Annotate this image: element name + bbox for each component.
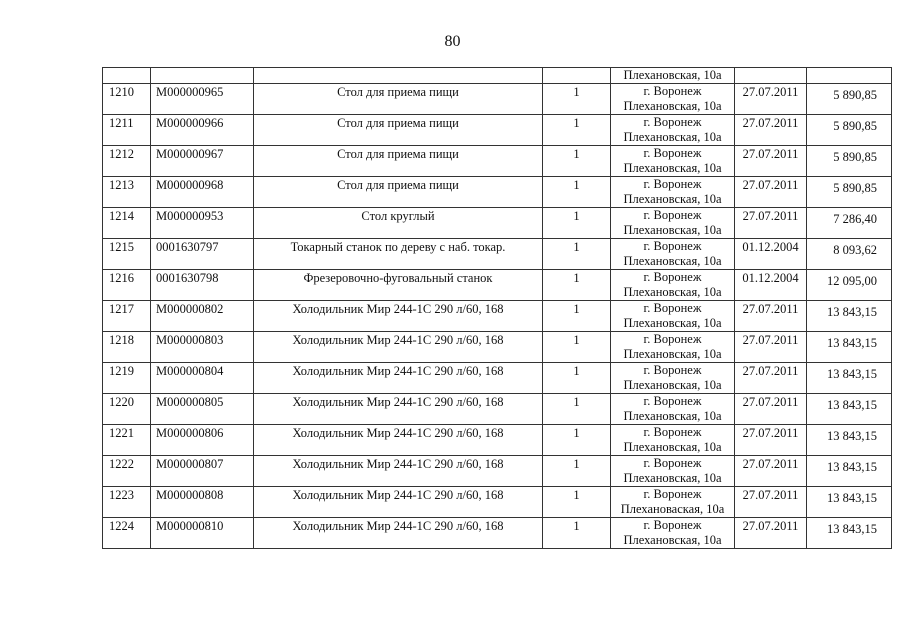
- name-cell: [254, 208, 543, 239]
- qty-cell: [543, 518, 611, 549]
- num-cell: [103, 456, 151, 487]
- inventory-code: M000000808: [156, 488, 224, 502]
- row-number: 1221: [109, 426, 134, 440]
- address-line1: г. Воронеж: [643, 425, 702, 439]
- item-name: Токарный станок по дереву с наб. токар.: [290, 240, 506, 254]
- date: 27.07.2011: [742, 116, 799, 130]
- date-cell: [735, 146, 807, 177]
- price: 5 890,85: [833, 181, 877, 195]
- quantity: 1: [573, 85, 580, 99]
- quantity: 1: [573, 364, 580, 378]
- num-cell: [103, 270, 151, 301]
- table-row: [103, 84, 892, 115]
- address-line1: г. Воронеж: [643, 239, 702, 253]
- name-cell: [254, 487, 543, 518]
- num-cell: [103, 208, 151, 239]
- inventory-code: M000000803: [156, 333, 224, 347]
- date: 27.07.2011: [742, 333, 799, 347]
- price: 13 843,15: [827, 305, 877, 319]
- quantity: 1: [573, 488, 580, 502]
- address-line1: г. Воронеж: [643, 177, 702, 191]
- date-cell: [735, 425, 807, 456]
- address-line2: Плехановская, 10а: [623, 471, 722, 485]
- date-cell: [735, 68, 807, 84]
- qty-cell: [543, 456, 611, 487]
- code-cell: [151, 239, 254, 270]
- address-line2: Плехановская, 10а: [623, 99, 722, 113]
- price-cell: [807, 518, 892, 549]
- price: 13 843,15: [827, 429, 877, 443]
- code-cell: [151, 208, 254, 239]
- table-row: [103, 208, 892, 239]
- address-cell: [611, 208, 735, 239]
- row-number: 1212: [109, 147, 134, 161]
- price-cell: [807, 394, 892, 425]
- address-line1: г. Воронеж: [643, 270, 702, 284]
- date: 27.07.2011: [742, 426, 799, 440]
- quantity: 1: [573, 147, 580, 161]
- item-name: Холодильник Мир 244-1С 290 л/60, 168: [292, 457, 504, 471]
- qty-cell: [543, 425, 611, 456]
- price-cell: [807, 239, 892, 270]
- address-cell: [611, 425, 735, 456]
- num-cell: [103, 487, 151, 518]
- code-cell: [151, 363, 254, 394]
- code-cell: [151, 487, 254, 518]
- address-line2: Плехановская, 10а: [623, 533, 722, 547]
- qty-cell: [543, 332, 611, 363]
- address-line2: Плехановская, 10а: [623, 409, 722, 423]
- address-cell: [611, 487, 735, 518]
- code-cell: [151, 301, 254, 332]
- qty-cell: [543, 487, 611, 518]
- inventory-code: M000000967: [156, 147, 224, 161]
- code-cell: [151, 332, 254, 363]
- price: 13 843,15: [827, 522, 877, 536]
- date-cell: [735, 239, 807, 270]
- date: 27.07.2011: [742, 178, 799, 192]
- row-number: 1224: [109, 519, 134, 533]
- date-cell: [735, 270, 807, 301]
- quantity: 1: [573, 395, 580, 409]
- code-cell: [151, 270, 254, 301]
- quantity: 1: [573, 457, 580, 471]
- inventory-code: 0001630797: [156, 240, 219, 254]
- price-cell: [807, 177, 892, 208]
- item-name: Стол для приема пищи: [337, 178, 459, 192]
- quantity: 1: [573, 333, 580, 347]
- inventory-code: M000000806: [156, 426, 224, 440]
- name-cell: [254, 115, 543, 146]
- date-cell: [735, 301, 807, 332]
- address-cell: [611, 239, 735, 270]
- table-row: [103, 487, 892, 518]
- date: 01.12.2004: [742, 240, 799, 254]
- date: 27.07.2011: [742, 519, 799, 533]
- item-name: Холодильник Мир 244-1С 290 л/60, 168: [292, 519, 504, 533]
- table-row: [103, 115, 892, 146]
- address-cell: [611, 363, 735, 394]
- price: 13 843,15: [827, 398, 877, 412]
- code-cell: [151, 456, 254, 487]
- item-name: Стол для приема пищи: [337, 116, 459, 130]
- row-number: 1215: [109, 240, 134, 254]
- price: 12 095,00: [827, 274, 877, 288]
- code-cell: [151, 177, 254, 208]
- name-cell: [254, 456, 543, 487]
- row-number: 1217: [109, 302, 134, 316]
- price-cell: [807, 270, 892, 301]
- address-line2: Плехановская, 10а: [623, 192, 722, 206]
- address-line2: Плехановская, 10а: [623, 223, 722, 237]
- date: 27.07.2011: [742, 488, 799, 502]
- table-row: [103, 394, 892, 425]
- num-cell: [103, 332, 151, 363]
- date: 27.07.2011: [742, 147, 799, 161]
- inventory-code: M000000810: [156, 519, 224, 533]
- price-cell: [807, 363, 892, 394]
- num-cell: [103, 425, 151, 456]
- qty-cell: [543, 270, 611, 301]
- code-cell: [151, 68, 254, 84]
- row-number: 1216: [109, 271, 134, 285]
- table-row: [103, 301, 892, 332]
- num-cell: [103, 363, 151, 394]
- date: 27.07.2011: [742, 209, 799, 223]
- item-name: Холодильник Мир 244-1С 290 л/60, 168: [292, 426, 504, 440]
- price-cell: [807, 68, 892, 84]
- date-cell: [735, 394, 807, 425]
- price: 8 093,62: [833, 243, 877, 257]
- price-cell: [807, 332, 892, 363]
- table-row: [103, 518, 892, 549]
- quantity: 1: [573, 302, 580, 316]
- row-number: 1223: [109, 488, 134, 502]
- qty-cell: [543, 146, 611, 177]
- date: 27.07.2011: [742, 457, 799, 471]
- row-number: 1218: [109, 333, 134, 347]
- qty-cell: [543, 239, 611, 270]
- code-cell: [151, 518, 254, 549]
- num-cell: [103, 177, 151, 208]
- num-cell: [103, 115, 151, 146]
- address-line2: Плехановская, 10а: [623, 440, 722, 454]
- inventory-code: M000000965: [156, 85, 224, 99]
- address-line1: г. Воронеж: [643, 208, 702, 222]
- row-number: 1214: [109, 209, 134, 223]
- price-cell: [807, 115, 892, 146]
- address-line1: г. Воронеж: [643, 363, 702, 377]
- item-name: Фрезеровочно-фуговальный станок: [303, 271, 493, 285]
- name-cell: [254, 68, 543, 84]
- name-cell: [254, 425, 543, 456]
- address-cell: [611, 456, 735, 487]
- item-name: Холодильник Мир 244-1С 290 л/60, 168: [292, 364, 504, 378]
- address-line1: г. Воронеж: [643, 487, 702, 501]
- date-cell: [735, 487, 807, 518]
- price: 13 843,15: [827, 336, 877, 350]
- num-cell: [103, 518, 151, 549]
- qty-cell: [543, 208, 611, 239]
- item-name: Холодильник Мир 244-1С 290 л/60, 168: [292, 395, 504, 409]
- item-name: Холодильник Мир 244-1С 290 л/60, 168: [292, 333, 504, 347]
- date-cell: [735, 332, 807, 363]
- date-cell: [735, 363, 807, 394]
- item-name: Холодильник Мир 244-1С 290 л/60, 168: [292, 488, 504, 502]
- name-cell: [254, 518, 543, 549]
- price-cell: [807, 146, 892, 177]
- quantity: 1: [573, 240, 580, 254]
- qty-cell: [543, 301, 611, 332]
- address-cell: [611, 518, 735, 549]
- price: 13 843,15: [827, 460, 877, 474]
- inventory-code: M000000805: [156, 395, 224, 409]
- address-line1: г. Воронеж: [643, 518, 702, 532]
- inventory-code: M000000966: [156, 116, 224, 130]
- address-line1: г. Воронеж: [643, 456, 702, 470]
- table-row: [103, 177, 892, 208]
- name-cell: [254, 270, 543, 301]
- qty-cell: [543, 394, 611, 425]
- table-row: [103, 270, 892, 301]
- qty-cell: [543, 363, 611, 394]
- num-cell: [103, 68, 151, 84]
- address-line2: Плехановская, 10а: [623, 130, 722, 144]
- address-cell: [611, 146, 735, 177]
- name-cell: [254, 177, 543, 208]
- row-number: 1220: [109, 395, 134, 409]
- item-name: Стол круглый: [361, 209, 435, 223]
- address-line2: Плехановская, 10а: [623, 316, 722, 330]
- qty-cell: [543, 177, 611, 208]
- num-cell: [103, 146, 151, 177]
- price-cell: [807, 208, 892, 239]
- name-cell: [254, 84, 543, 115]
- table-row: [103, 146, 892, 177]
- address-line2: Плехановская, 10а: [623, 378, 722, 392]
- page-number: 80: [444, 33, 461, 50]
- date-cell: [735, 518, 807, 549]
- inventory-code: M000000802: [156, 302, 224, 316]
- date-cell: [735, 208, 807, 239]
- date: 27.07.2011: [742, 364, 799, 378]
- address-line2: Плехановская, 10а: [623, 347, 722, 361]
- date-cell: [735, 115, 807, 146]
- qty-cell: [543, 68, 611, 84]
- quantity: 1: [573, 519, 580, 533]
- qty-cell: [543, 115, 611, 146]
- code-cell: [151, 115, 254, 146]
- address-line2: Плехановаская, 10а: [620, 502, 725, 516]
- table-row: [103, 363, 892, 394]
- name-cell: [254, 394, 543, 425]
- row-number: 1211: [109, 116, 134, 130]
- address-cell: [611, 301, 735, 332]
- item-name: Стол для приема пищи: [337, 147, 459, 161]
- price: 5 890,85: [833, 88, 877, 102]
- price-cell: [807, 84, 892, 115]
- date-cell: [735, 456, 807, 487]
- address-line1: г. Воронеж: [643, 301, 702, 315]
- quantity: 1: [573, 271, 580, 285]
- row-number: 1219: [109, 364, 134, 378]
- name-cell: [254, 301, 543, 332]
- name-cell: [254, 332, 543, 363]
- price-cell: [807, 425, 892, 456]
- num-cell: [103, 84, 151, 115]
- address-cell: [611, 270, 735, 301]
- address-cell: [611, 115, 735, 146]
- address-line1: г. Воронеж: [643, 84, 702, 98]
- code-cell: [151, 394, 254, 425]
- date-cell: [735, 84, 807, 115]
- inventory-code: M000000807: [156, 457, 224, 471]
- num-cell: [103, 239, 151, 270]
- qty-cell: [543, 84, 611, 115]
- price: 13 843,15: [827, 491, 877, 505]
- address-line1: г. Воронеж: [643, 146, 702, 160]
- code-cell: [151, 146, 254, 177]
- inventory-code: M000000953: [156, 209, 224, 223]
- inventory-code: 0001630798: [156, 271, 219, 285]
- address-line1: г. Воронеж: [643, 394, 702, 408]
- date: 27.07.2011: [742, 85, 799, 99]
- name-cell: [254, 239, 543, 270]
- date: 27.07.2011: [742, 302, 799, 316]
- price-cell: [807, 301, 892, 332]
- price: 7 286,40: [833, 212, 877, 226]
- price: 13 843,15: [827, 367, 877, 381]
- inventory-code: M000000804: [156, 364, 224, 378]
- address-line2: Плехановская, 10а: [623, 254, 722, 268]
- price: 5 890,85: [833, 119, 877, 133]
- table-row: [103, 456, 892, 487]
- num-cell: [103, 301, 151, 332]
- address-line1: г. Воронеж: [643, 332, 702, 346]
- name-cell: [254, 363, 543, 394]
- name-cell: [254, 146, 543, 177]
- row-number: 1210: [109, 85, 134, 99]
- address-cell: [611, 332, 735, 363]
- code-cell: [151, 425, 254, 456]
- quantity: 1: [573, 116, 580, 130]
- quantity: 1: [573, 209, 580, 223]
- table-row: [103, 332, 892, 363]
- inventory-code: M000000968: [156, 178, 224, 192]
- price: 5 890,85: [833, 150, 877, 164]
- address-cell: [611, 394, 735, 425]
- date: 27.07.2011: [742, 395, 799, 409]
- row-number: 1213: [109, 178, 134, 192]
- address-cell: [611, 84, 735, 115]
- num-cell: [103, 394, 151, 425]
- code-cell: [151, 84, 254, 115]
- quantity: 1: [573, 426, 580, 440]
- price-cell: [807, 487, 892, 518]
- continuation-row: [103, 68, 892, 84]
- address-line2: Плехановская, 10а: [623, 161, 722, 175]
- table-row: [103, 239, 892, 270]
- table-row: [103, 425, 892, 456]
- quantity: 1: [573, 178, 580, 192]
- date: 01.12.2004: [742, 271, 799, 285]
- date-cell: [735, 177, 807, 208]
- address-cell: [611, 68, 735, 84]
- address-line2: Плехановская, 10а: [623, 68, 722, 82]
- address-line2: Плехановская, 10а: [623, 285, 722, 299]
- address-cell: [611, 177, 735, 208]
- inventory-table: [102, 67, 892, 549]
- item-name: Стол для приема пищи: [337, 85, 459, 99]
- row-number: 1222: [109, 457, 134, 471]
- price-cell: [807, 456, 892, 487]
- item-name: Холодильник Мир 244-1С 290 л/60, 168: [292, 302, 504, 316]
- address-line1: г. Воронеж: [643, 115, 702, 129]
